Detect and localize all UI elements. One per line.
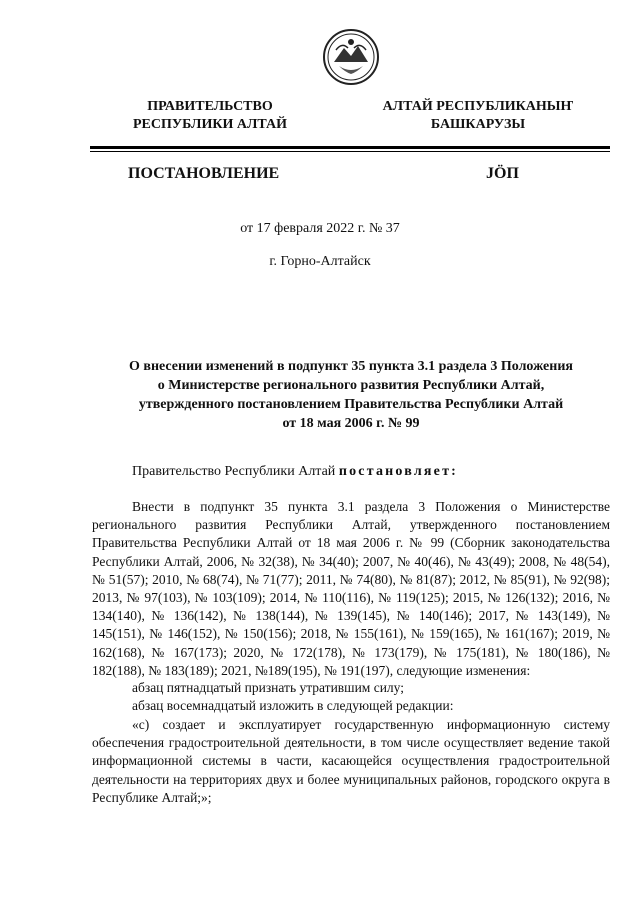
coat-of-arms-icon	[322, 28, 380, 86]
amendment-item-text: «с) создает и эксплуатирует государственную информационную систему обеспечения градостроительной деятельности, в том числе осуществляет ведение такой информационной системы в части, касающейся осуществления градостроительной деятельности на территориях двух и более муниципальных районов, городского округа в Республике Алтай;»;	[92, 717, 610, 805]
document-city: г. Горно-Алтайск	[269, 254, 371, 269]
intro-paragraph	[132, 464, 458, 480]
document-title	[92, 357, 610, 433]
header-left-line1: ПРАВИТЕЛЬСТВО	[147, 99, 273, 114]
title-line-1: О внесении изменений в подпункт 35 пункта 3.1 раздела 3 Положения	[129, 359, 573, 374]
amendment-item	[92, 697, 610, 715]
header-left-line2: РЕСПУБЛИКИ АЛТАЙ	[132, 117, 288, 132]
title-line-3: утвержденного постановлением Правительства Республики Алтай	[138, 397, 564, 412]
intro-emphasis: постановляет:	[338, 464, 459, 479]
amendment-item	[92, 679, 610, 697]
header-org-alt	[378, 98, 578, 134]
header-right-line1: АЛТАЙ РЕСПУБЛИКАНЫҤ	[382, 99, 574, 114]
header-right-line2: БАШКАРУЗЫ	[430, 117, 526, 132]
header-divider-thin	[90, 151, 610, 152]
title-line-4: от 18 мая 2006 г. № 99	[282, 416, 420, 431]
amendment-item-text: абзац восемнадцатый изложить в следующей редакции:	[132, 698, 454, 713]
main-paragraph	[92, 498, 610, 680]
header-divider-thick	[90, 146, 610, 149]
doctype-alt: JÖП	[486, 165, 519, 182]
amendment-item-text: абзац пятнадцатый признать утратившим силу;	[132, 680, 404, 695]
header-org-ru	[110, 98, 310, 134]
intro-text: Правительство Республики Алтай	[132, 464, 339, 479]
amendment-item	[92, 716, 610, 807]
main-paragraph-text: Внести в подпункт 35 пункта 3.1 раздела 3 Положения о Министерстве регионального развития Республики Алтай, утвержденного постановлением Правительства Республики Алтай от 18 мая 2006 г. № 99 (Сборник законодательства Республики Алтай, 2006, № 32(38), № 34(40); 2007, № 40(46), № 43(49); 2008, № 48(54), № 51(57); 2010, № 68(74), № 71(77); 2011, № 74(80), № 81(87); 2012, № 85(91), № 92(98); 2013, № 97(103), № 103(109); 2014, № 110(116), № 119(125); 2015, № 126(132); 2016, № 134(140), № 136(142), № 138(144), № 139(145), № 140(146); 2017, № 143(149), № 145(151), № 146(152), № 150(156); 2018, № 155(161), № 159(165), № 161(167); 2019, № 162(168), № 167(173); 2020, № 172(178), № 173(179), № 175(181), № 180(186), № 182(188), № 183(189); 2021, №189(195), № 191(197), следующие изменения:	[92, 499, 610, 678]
document-date: от 17 февраля 2022 г. № 37	[240, 221, 400, 236]
title-line-2: о Министерстве регионального развития Республики Алтай,	[157, 378, 545, 393]
doctype-ru: ПОСТАНОВЛЕНИЕ	[128, 165, 280, 182]
